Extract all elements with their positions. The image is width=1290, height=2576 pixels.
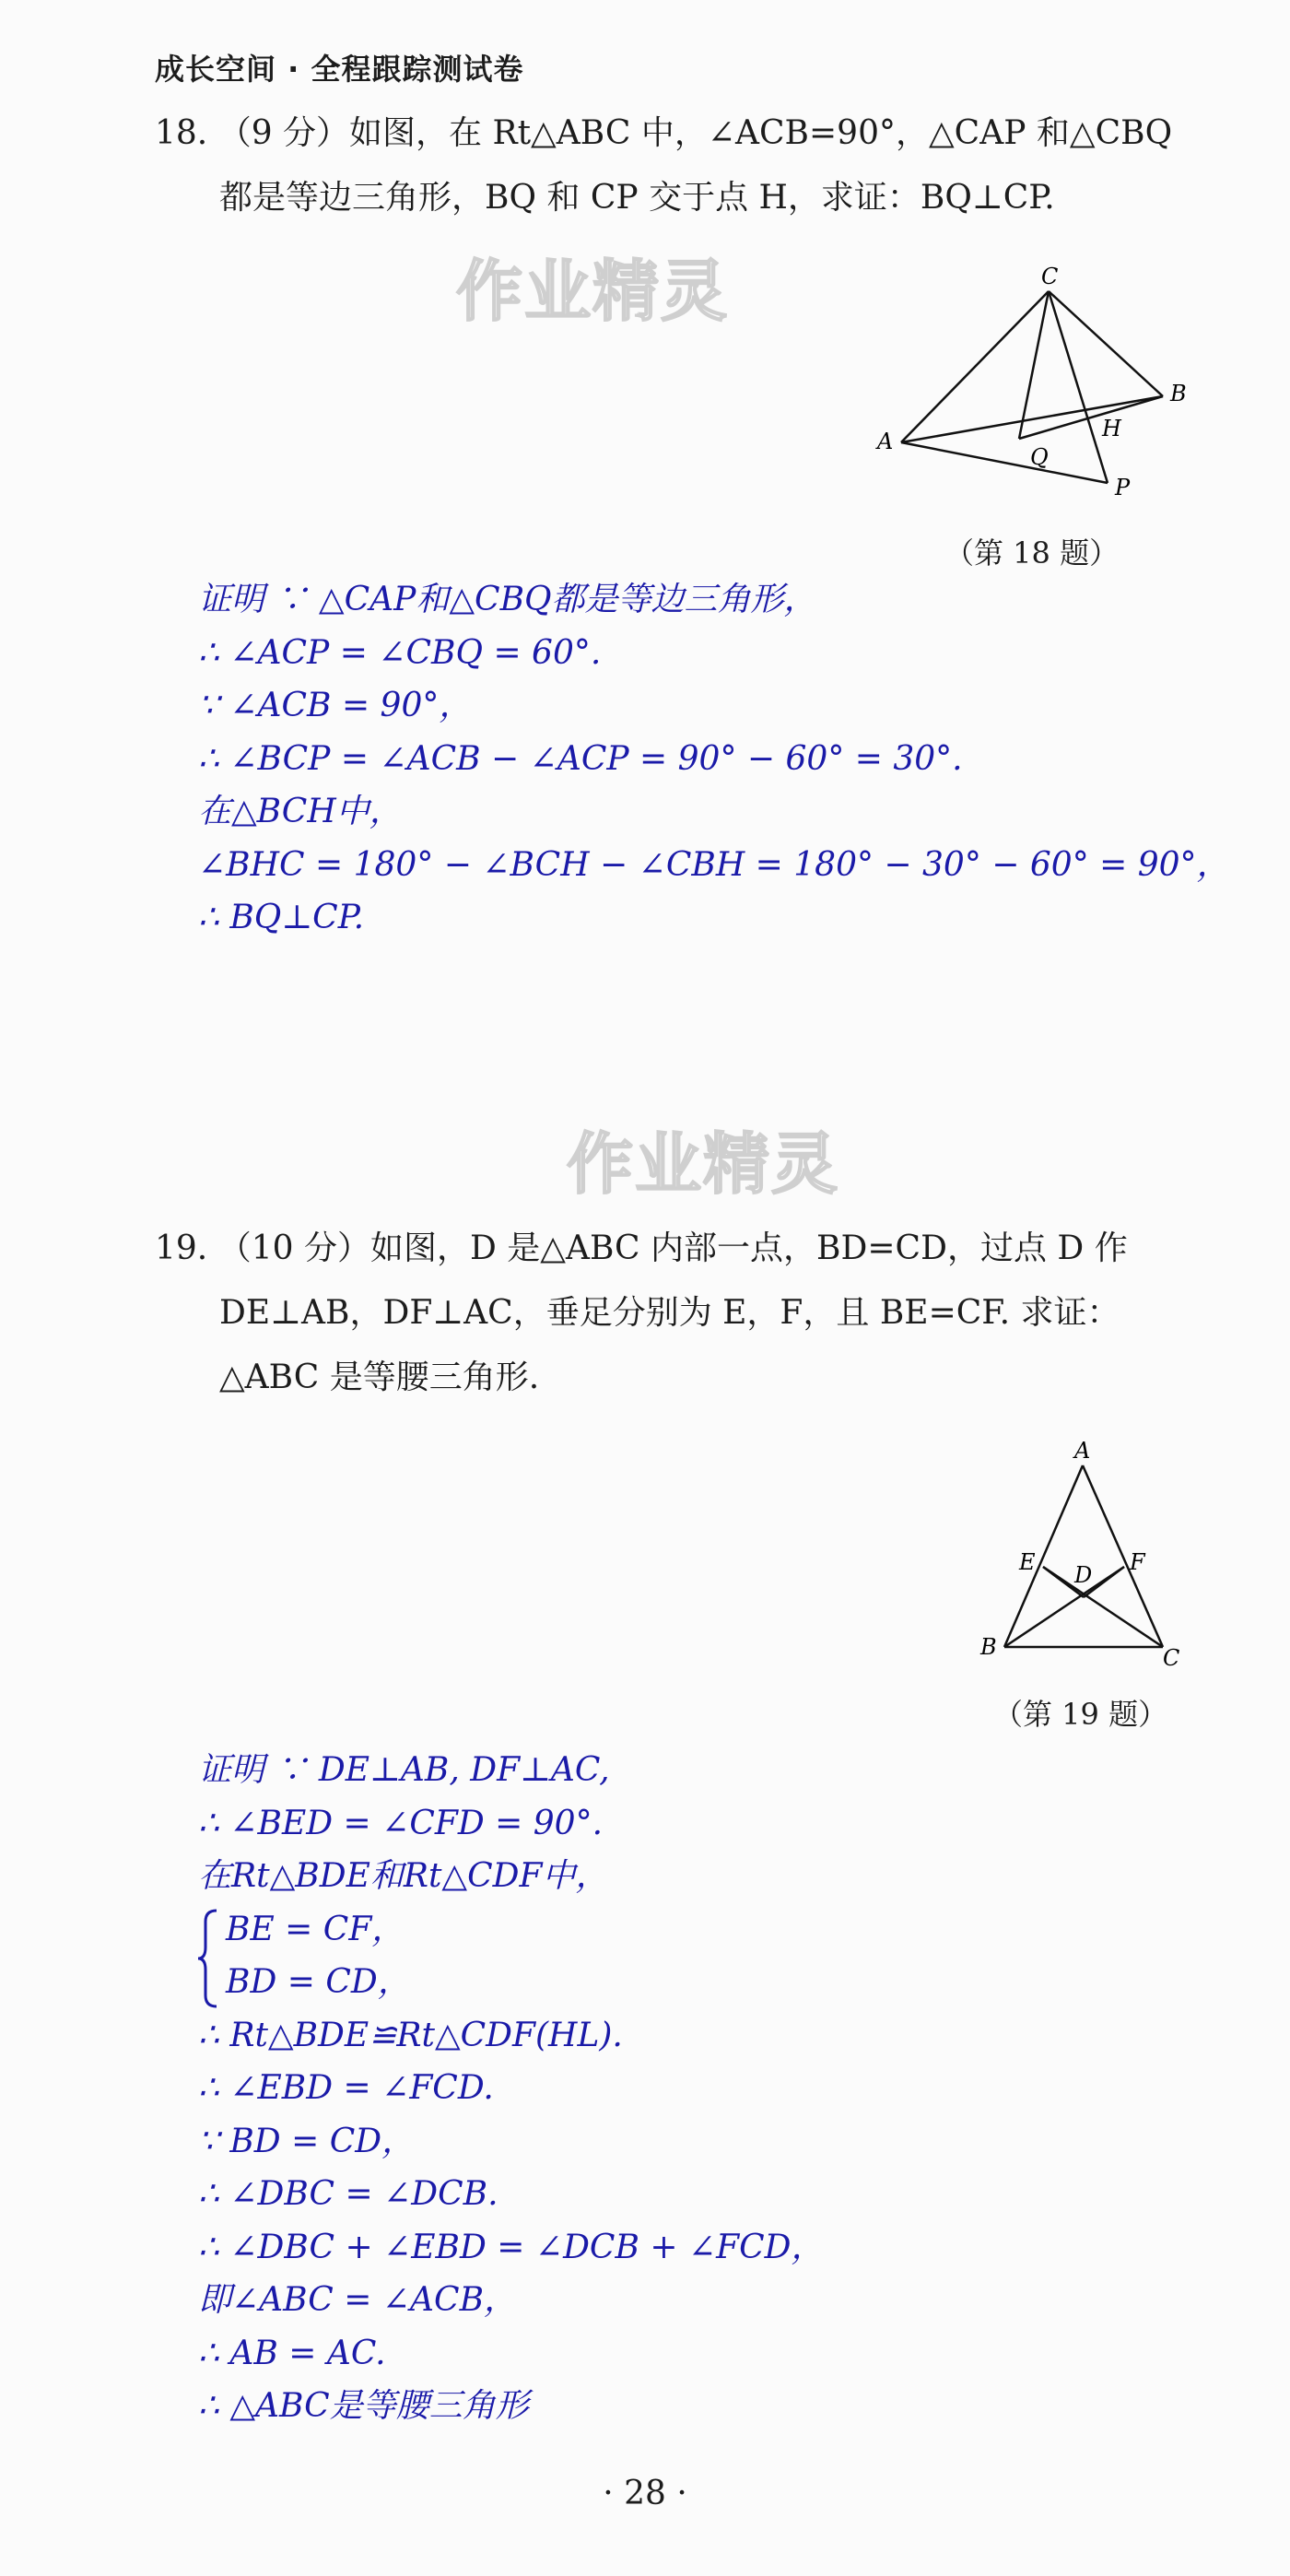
proof-19-line: ∴ ∠DBC + ∠EBD = ∠DCB + ∠FCD， xyxy=(198,2228,825,2266)
problem-19-line-1: 19. （10 分）如图，D 是△ABC 内部一点，BD=CD，过点 D 作 xyxy=(155,1229,1128,1267)
caption-18: （第 18 题） xyxy=(944,535,1120,570)
proof-19-line: ∴ ∠BED = ∠CFD = 90°. xyxy=(198,1804,604,1842)
proof-19-line: 证明 ∵ DE⊥AB, DF⊥AC, xyxy=(198,1751,610,1789)
proof-18-line: 证明 ∵ △CAP和△CBQ都是等边三角形， xyxy=(198,581,817,618)
problem-19-statement xyxy=(155,1217,1187,1410)
label-E-19: E xyxy=(1019,1549,1036,1575)
label-A-19: A xyxy=(1074,1438,1091,1464)
proof-18 xyxy=(198,573,1230,945)
proof-18-line: ∴ BQ⊥CP. xyxy=(198,899,365,936)
proof-19-brace-line: BE = CF， xyxy=(226,1910,405,1948)
label-B-18: B xyxy=(1170,381,1187,406)
caption-19: （第 19 题） xyxy=(993,1697,1168,1732)
proof-18-line: ∴ ∠BCP = ∠ACB − ∠ACP = 90° − 60° = 30°. xyxy=(198,739,963,778)
label-B-19: B xyxy=(980,1634,997,1660)
watermark-1: 作业精灵 xyxy=(456,253,730,330)
label-F-19: F xyxy=(1130,1549,1145,1575)
proof-19-line: ∴ ∠EBD = ∠FCD. xyxy=(198,2069,494,2107)
proof-19 xyxy=(198,1744,825,2433)
figure-19 xyxy=(958,1433,1198,1673)
label-P-18: P xyxy=(1115,475,1131,500)
problem-19-line-2: DE⊥AB，DF⊥AC，垂足分别为 E，F，且 BE=CF. 求证： xyxy=(219,1294,1120,1332)
proof-18-line: ∠BHC = 180° − ∠BCH − ∠CBH = 180° − 30° − 60° = 90°， xyxy=(198,845,1230,884)
label-C-18: C xyxy=(1041,264,1059,289)
label-Q-18: Q xyxy=(1030,444,1049,470)
label-H-18: H xyxy=(1102,416,1121,441)
page-number: · 28 · xyxy=(603,2475,687,2512)
label-C-19: C xyxy=(1163,1645,1180,1671)
problem-18-line-2: 都是等边三角形，BQ 和 CP 交于点 H，求证：BQ⊥CP. xyxy=(219,179,1055,217)
proof-19-line: ∴ ∠DBC = ∠DCB. xyxy=(198,2175,498,2213)
figure-18 xyxy=(857,258,1207,516)
proof-19-line: ∴ AB = AC. xyxy=(198,2334,386,2372)
brace-icon xyxy=(198,1909,220,2008)
label-D-19: D xyxy=(1074,1562,1093,1588)
proof-18-line: 在△BCH中， xyxy=(198,793,403,830)
problem-18-line-1: 18. （9 分）如图，在 Rt△ABC 中，∠ACB=90°，△CAP 和△CBQ xyxy=(155,114,1173,152)
watermark-2: 作业精灵 xyxy=(567,1125,840,1203)
proof-19-line: 在Rt△BDE和Rt△CDF中， xyxy=(198,1857,609,1895)
book-header: 成长空间 · 全程跟踪测试卷 xyxy=(155,52,524,87)
proof-18-line: ∵ ∠ACB = 90°， xyxy=(198,687,473,724)
proof-19-line: 即∠ABC = ∠ACB， xyxy=(198,2281,518,2319)
proof-19-line: ∴ Rt△BDE≌Rt△CDF(HL). xyxy=(198,2016,623,2054)
proof-19-line: ∴ △ABC是等腰三角形 xyxy=(198,2387,529,2425)
proof-19-line: ∵ BD = CD， xyxy=(198,2122,416,2160)
label-A-18: A xyxy=(877,429,894,454)
proof-19-brace-line: BD = CD， xyxy=(226,1963,411,2001)
proof-19-brace-group xyxy=(198,1903,825,2009)
problem-19-line-3: △ABC 是等腰三角形. xyxy=(219,1359,540,1396)
problem-18-statement xyxy=(155,101,1187,230)
proof-18-line: ∴ ∠ACP = ∠CBQ = 60°. xyxy=(198,633,602,672)
